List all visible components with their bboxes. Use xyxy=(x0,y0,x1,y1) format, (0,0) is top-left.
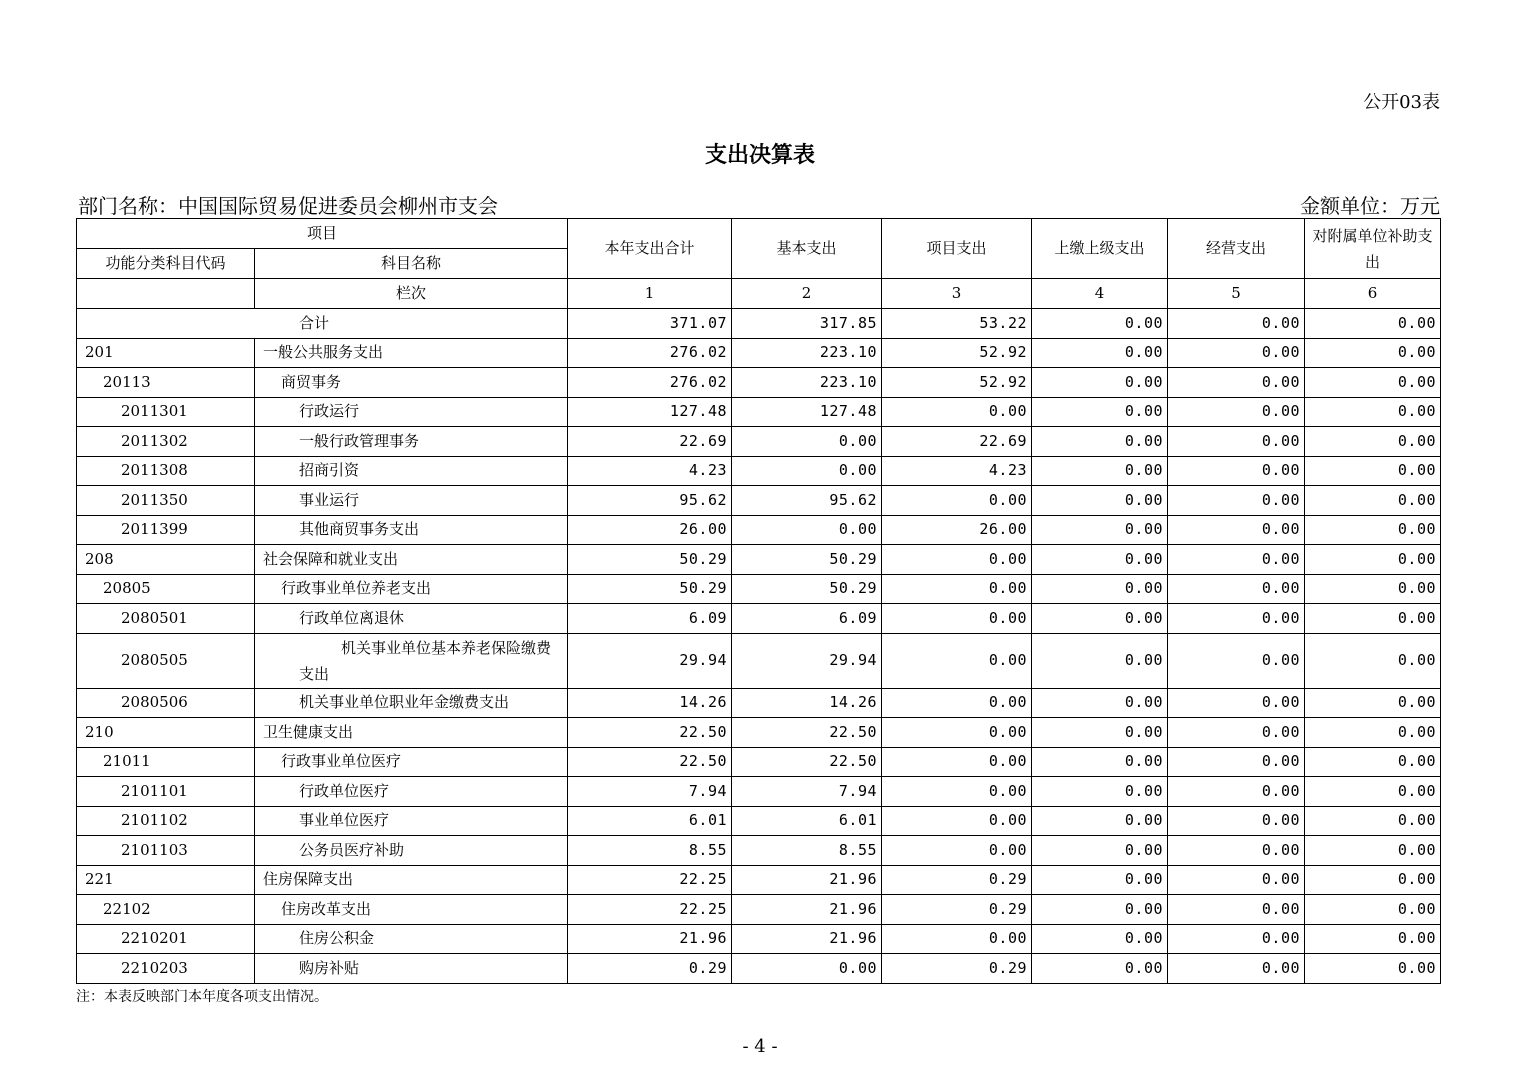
table-row xyxy=(77,633,1441,688)
amount-cell: 0.00 xyxy=(1168,545,1305,575)
subject-name-cell: 行政单位离退休 xyxy=(255,604,568,634)
page-number: - 4 - xyxy=(742,1036,778,1057)
amount-cell: 29.94 xyxy=(568,633,732,688)
function-code-cell: 2011301 xyxy=(77,397,255,427)
table-row xyxy=(77,338,1441,368)
amount-cell: 21.96 xyxy=(732,924,882,954)
function-code-cell: 2101101 xyxy=(77,777,255,807)
amount-cell: 0.00 xyxy=(1032,456,1168,486)
function-code-cell: 2011308 xyxy=(77,456,255,486)
amount-cell: 0.00 xyxy=(1168,397,1305,427)
amount-unit: 金额单位：万元 xyxy=(1300,194,1440,218)
amount-cell: 0.00 xyxy=(1032,545,1168,575)
amount-cell: 0.00 xyxy=(1305,836,1441,866)
header-total: 本年支出合计 xyxy=(568,219,732,279)
subject-name-cell: 事业单位医疗 xyxy=(255,806,568,836)
amount-cell: 21.96 xyxy=(568,924,732,954)
amount-cell: 21.96 xyxy=(732,865,882,895)
amount-cell: 0.00 xyxy=(1032,954,1168,984)
function-code-cell: 210 xyxy=(77,718,255,748)
function-code-cell: 2210203 xyxy=(77,954,255,984)
subject-name-cell: 事业运行 xyxy=(255,486,568,516)
subject-name-cell: 住房改革支出 xyxy=(255,895,568,925)
amount-cell: 0.00 xyxy=(1032,836,1168,866)
amount-cell: 0.00 xyxy=(1168,368,1305,398)
table-row xyxy=(77,777,1441,807)
amount-cell: 0.00 xyxy=(1168,309,1305,339)
amount-cell: 29.94 xyxy=(732,633,882,688)
function-code-cell: 2080501 xyxy=(77,604,255,634)
amount-cell: 0.00 xyxy=(1168,574,1305,604)
table-note: 注：本表反映部门本年度各项支出情况。 xyxy=(76,989,328,1005)
subject-name-cell: 行政运行 xyxy=(255,397,568,427)
amount-cell: 14.26 xyxy=(568,688,732,718)
subject-name-cell: 机关事业单位职业年金缴费支出 xyxy=(255,688,568,718)
amount-cell: 6.01 xyxy=(568,806,732,836)
amount-cell: 0.00 xyxy=(1032,865,1168,895)
function-code-cell: 21011 xyxy=(77,747,255,777)
amount-cell: 4.23 xyxy=(882,456,1032,486)
col-num: 4 xyxy=(1032,279,1168,309)
amount-cell: 0.00 xyxy=(1305,954,1441,984)
function-code-cell: 20805 xyxy=(77,574,255,604)
amount-cell: 7.94 xyxy=(732,777,882,807)
header-code: 功能分类科目代码 xyxy=(77,249,255,279)
table-row xyxy=(77,486,1441,516)
amount-cell: 6.09 xyxy=(568,604,732,634)
amount-cell: 0.00 xyxy=(1168,633,1305,688)
table-row xyxy=(77,456,1441,486)
amount-cell: 0.00 xyxy=(1032,486,1168,516)
amount-cell: 14.26 xyxy=(732,688,882,718)
amount-cell: 22.69 xyxy=(882,427,1032,457)
amount-cell: 0.00 xyxy=(1032,515,1168,545)
amount-cell: 0.00 xyxy=(1032,777,1168,807)
amount-cell: 0.00 xyxy=(1168,427,1305,457)
amount-cell: 0.00 xyxy=(882,633,1032,688)
amount-cell: 0.00 xyxy=(1168,486,1305,516)
amount-cell: 50.29 xyxy=(568,545,732,575)
table-row xyxy=(77,718,1441,748)
amount-cell: 22.50 xyxy=(732,747,882,777)
table-row xyxy=(77,954,1441,984)
amount-cell: 6.09 xyxy=(732,604,882,634)
amount-cell: 0.29 xyxy=(882,895,1032,925)
amount-cell: 95.62 xyxy=(732,486,882,516)
amount-cell: 0.00 xyxy=(882,806,1032,836)
function-code-cell: 2011350 xyxy=(77,486,255,516)
table-row xyxy=(77,397,1441,427)
amount-cell: 0.29 xyxy=(882,865,1032,895)
header-subsidiary: 对附属单位补助支出 xyxy=(1305,219,1441,279)
amount-cell: 0.00 xyxy=(1032,397,1168,427)
subject-name-cell: 行政单位医疗 xyxy=(255,777,568,807)
amount-cell: 52.92 xyxy=(882,368,1032,398)
table-row xyxy=(77,688,1441,718)
table-row xyxy=(77,574,1441,604)
amount-cell: 0.00 xyxy=(1168,604,1305,634)
col-num: 5 xyxy=(1168,279,1305,309)
amount-cell: 0.00 xyxy=(1168,456,1305,486)
amount-cell: 0.00 xyxy=(1305,309,1441,339)
amount-cell: 0.00 xyxy=(1168,338,1305,368)
amount-cell: 8.55 xyxy=(568,836,732,866)
amount-cell: 6.01 xyxy=(732,806,882,836)
amount-cell: 223.10 xyxy=(732,338,882,368)
col-num: 3 xyxy=(882,279,1032,309)
amount-cell: 0.00 xyxy=(1032,806,1168,836)
amount-cell: 22.25 xyxy=(568,895,732,925)
amount-cell: 0.00 xyxy=(1032,574,1168,604)
document-title: 支出决算表 xyxy=(704,143,815,168)
amount-cell: 0.00 xyxy=(1305,777,1441,807)
amount-cell: 0.00 xyxy=(1032,924,1168,954)
amount-cell: 0.00 xyxy=(1305,368,1441,398)
amount-cell: 22.50 xyxy=(568,747,732,777)
amount-cell: 127.48 xyxy=(732,397,882,427)
amount-cell: 52.92 xyxy=(882,338,1032,368)
amount-cell: 0.00 xyxy=(1168,924,1305,954)
function-code-cell: 208 xyxy=(77,545,255,575)
amount-cell: 0.00 xyxy=(1168,836,1305,866)
amount-cell: 0.00 xyxy=(1305,806,1441,836)
table-row xyxy=(77,924,1441,954)
header-basic: 基本支出 xyxy=(732,219,882,279)
table-row xyxy=(77,368,1441,398)
subject-name-cell: 行政事业单位医疗 xyxy=(255,747,568,777)
amount-cell: 0.00 xyxy=(732,515,882,545)
header-item: 项目 xyxy=(77,219,568,249)
amount-cell: 317.85 xyxy=(732,309,882,339)
amount-cell: 0.00 xyxy=(1305,747,1441,777)
subject-name-cell: 商贸事务 xyxy=(255,368,568,398)
amount-cell: 26.00 xyxy=(882,515,1032,545)
table-row xyxy=(77,806,1441,836)
expenditure-table xyxy=(76,218,1441,984)
table-row xyxy=(77,545,1441,575)
amount-cell: 0.00 xyxy=(732,427,882,457)
table-body xyxy=(77,309,1441,984)
amount-cell: 0.00 xyxy=(882,688,1032,718)
function-code-cell: 2080505 xyxy=(77,633,255,688)
function-code-cell: 22102 xyxy=(77,895,255,925)
form-code: 公开03表 xyxy=(1363,92,1440,113)
header-name: 科目名称 xyxy=(255,249,568,279)
subject-name-cell: 一般行政管理事务 xyxy=(255,427,568,457)
amount-cell: 371.07 xyxy=(568,309,732,339)
table-row xyxy=(77,604,1441,634)
amount-cell: 0.00 xyxy=(882,747,1032,777)
amount-cell: 0.00 xyxy=(1168,865,1305,895)
amount-cell: 0.00 xyxy=(882,604,1032,634)
amount-cell: 0.00 xyxy=(1032,895,1168,925)
function-code-cell: 2101103 xyxy=(77,836,255,866)
col-label-blank xyxy=(77,279,255,309)
amount-cell: 0.00 xyxy=(882,924,1032,954)
amount-cell: 0.00 xyxy=(1305,718,1441,748)
function-code-cell: 2101102 xyxy=(77,806,255,836)
amount-cell: 223.10 xyxy=(732,368,882,398)
amount-cell: 0.00 xyxy=(1305,633,1441,688)
amount-cell: 0.00 xyxy=(1305,486,1441,516)
subject-name-cell: 其他商贸事务支出 xyxy=(255,515,568,545)
header-project: 项目支出 xyxy=(882,219,1032,279)
amount-cell: 0.00 xyxy=(1305,688,1441,718)
header-business: 经营支出 xyxy=(1168,219,1305,279)
amount-cell: 26.00 xyxy=(568,515,732,545)
amount-cell: 0.00 xyxy=(882,836,1032,866)
amount-cell: 0.00 xyxy=(882,777,1032,807)
col-num: 2 xyxy=(732,279,882,309)
amount-cell: 0.29 xyxy=(568,954,732,984)
total-label: 合计 xyxy=(77,309,568,339)
amount-cell: 22.50 xyxy=(568,718,732,748)
amount-cell: 0.00 xyxy=(1168,777,1305,807)
amount-cell: 7.94 xyxy=(568,777,732,807)
subject-name-cell: 购房补贴 xyxy=(255,954,568,984)
col-label: 栏次 xyxy=(255,279,568,309)
amount-cell: 0.00 xyxy=(1168,718,1305,748)
amount-cell: 8.55 xyxy=(732,836,882,866)
amount-cell: 0.00 xyxy=(1305,924,1441,954)
table-row xyxy=(77,895,1441,925)
amount-cell: 0.00 xyxy=(732,954,882,984)
amount-cell: 276.02 xyxy=(568,338,732,368)
amount-cell: 0.00 xyxy=(732,456,882,486)
subject-name-cell: 卫生健康支出 xyxy=(255,718,568,748)
amount-cell: 0.00 xyxy=(1032,309,1168,339)
col-num: 6 xyxy=(1305,279,1441,309)
function-code-cell: 2210201 xyxy=(77,924,255,954)
amount-cell: 0.00 xyxy=(1032,633,1168,688)
amount-cell: 50.29 xyxy=(732,545,882,575)
table-header xyxy=(77,219,1441,309)
header-upper: 上缴上级支出 xyxy=(1032,219,1168,279)
amount-cell: 0.00 xyxy=(1305,427,1441,457)
amount-cell: 0.00 xyxy=(1305,397,1441,427)
amount-cell: 95.62 xyxy=(568,486,732,516)
amount-cell: 53.22 xyxy=(882,309,1032,339)
amount-cell: 0.00 xyxy=(1305,865,1441,895)
amount-cell: 50.29 xyxy=(568,574,732,604)
amount-cell: 4.23 xyxy=(568,456,732,486)
amount-cell: 276.02 xyxy=(568,368,732,398)
function-code-cell: 2011302 xyxy=(77,427,255,457)
amount-cell: 22.25 xyxy=(568,865,732,895)
subject-name-cell: 行政事业单位养老支出 xyxy=(255,574,568,604)
subject-name-cell: 公务员医疗补助 xyxy=(255,836,568,866)
amount-cell: 0.00 xyxy=(882,574,1032,604)
amount-cell: 22.50 xyxy=(732,718,882,748)
amount-cell: 0.00 xyxy=(1168,895,1305,925)
amount-cell: 0.00 xyxy=(1305,574,1441,604)
department-name: 部门名称：中国国际贸易促进委员会柳州市支会 xyxy=(78,194,498,218)
amount-cell: 0.00 xyxy=(1168,688,1305,718)
amount-cell: 0.00 xyxy=(1032,718,1168,748)
function-code-cell: 2080506 xyxy=(77,688,255,718)
amount-cell: 127.48 xyxy=(568,397,732,427)
amount-cell: 0.00 xyxy=(1305,895,1441,925)
amount-cell: 0.00 xyxy=(1032,338,1168,368)
amount-cell: 0.00 xyxy=(1032,604,1168,634)
amount-cell: 0.00 xyxy=(1032,747,1168,777)
amount-cell: 0.00 xyxy=(1168,747,1305,777)
amount-cell: 0.00 xyxy=(882,718,1032,748)
amount-cell: 0.00 xyxy=(882,486,1032,516)
amount-cell: 0.00 xyxy=(1032,427,1168,457)
amount-cell: 0.00 xyxy=(1305,604,1441,634)
table-row xyxy=(77,865,1441,895)
amount-cell: 0.29 xyxy=(882,954,1032,984)
subject-name-cell: 机关事业单位基本养老保险缴费支出 xyxy=(255,633,568,688)
table-row xyxy=(77,836,1441,866)
amount-cell: 22.69 xyxy=(568,427,732,457)
amount-cell: 0.00 xyxy=(1168,954,1305,984)
amount-cell: 0.00 xyxy=(1305,515,1441,545)
amount-cell: 21.96 xyxy=(732,895,882,925)
amount-cell: 0.00 xyxy=(1305,545,1441,575)
function-code-cell: 20113 xyxy=(77,368,255,398)
amount-cell: 0.00 xyxy=(882,397,1032,427)
amount-cell: 0.00 xyxy=(1168,806,1305,836)
subject-name-cell: 招商引资 xyxy=(255,456,568,486)
function-code-cell: 221 xyxy=(77,865,255,895)
subject-name-cell: 住房保障支出 xyxy=(255,865,568,895)
subject-name-cell: 住房公积金 xyxy=(255,924,568,954)
amount-cell: 0.00 xyxy=(1305,456,1441,486)
amount-cell: 0.00 xyxy=(1032,688,1168,718)
total-row xyxy=(77,309,1441,339)
subject-name-cell: 社会保障和就业支出 xyxy=(255,545,568,575)
amount-cell: 0.00 xyxy=(882,545,1032,575)
amount-cell: 0.00 xyxy=(1032,368,1168,398)
table-row xyxy=(77,427,1441,457)
amount-cell: 0.00 xyxy=(1168,515,1305,545)
col-num: 1 xyxy=(568,279,732,309)
table-row xyxy=(77,515,1441,545)
function-code-cell: 201 xyxy=(77,338,255,368)
function-code-cell: 2011399 xyxy=(77,515,255,545)
amount-cell: 0.00 xyxy=(1305,338,1441,368)
amount-cell: 50.29 xyxy=(732,574,882,604)
subject-name-cell: 一般公共服务支出 xyxy=(255,338,568,368)
table-row xyxy=(77,747,1441,777)
